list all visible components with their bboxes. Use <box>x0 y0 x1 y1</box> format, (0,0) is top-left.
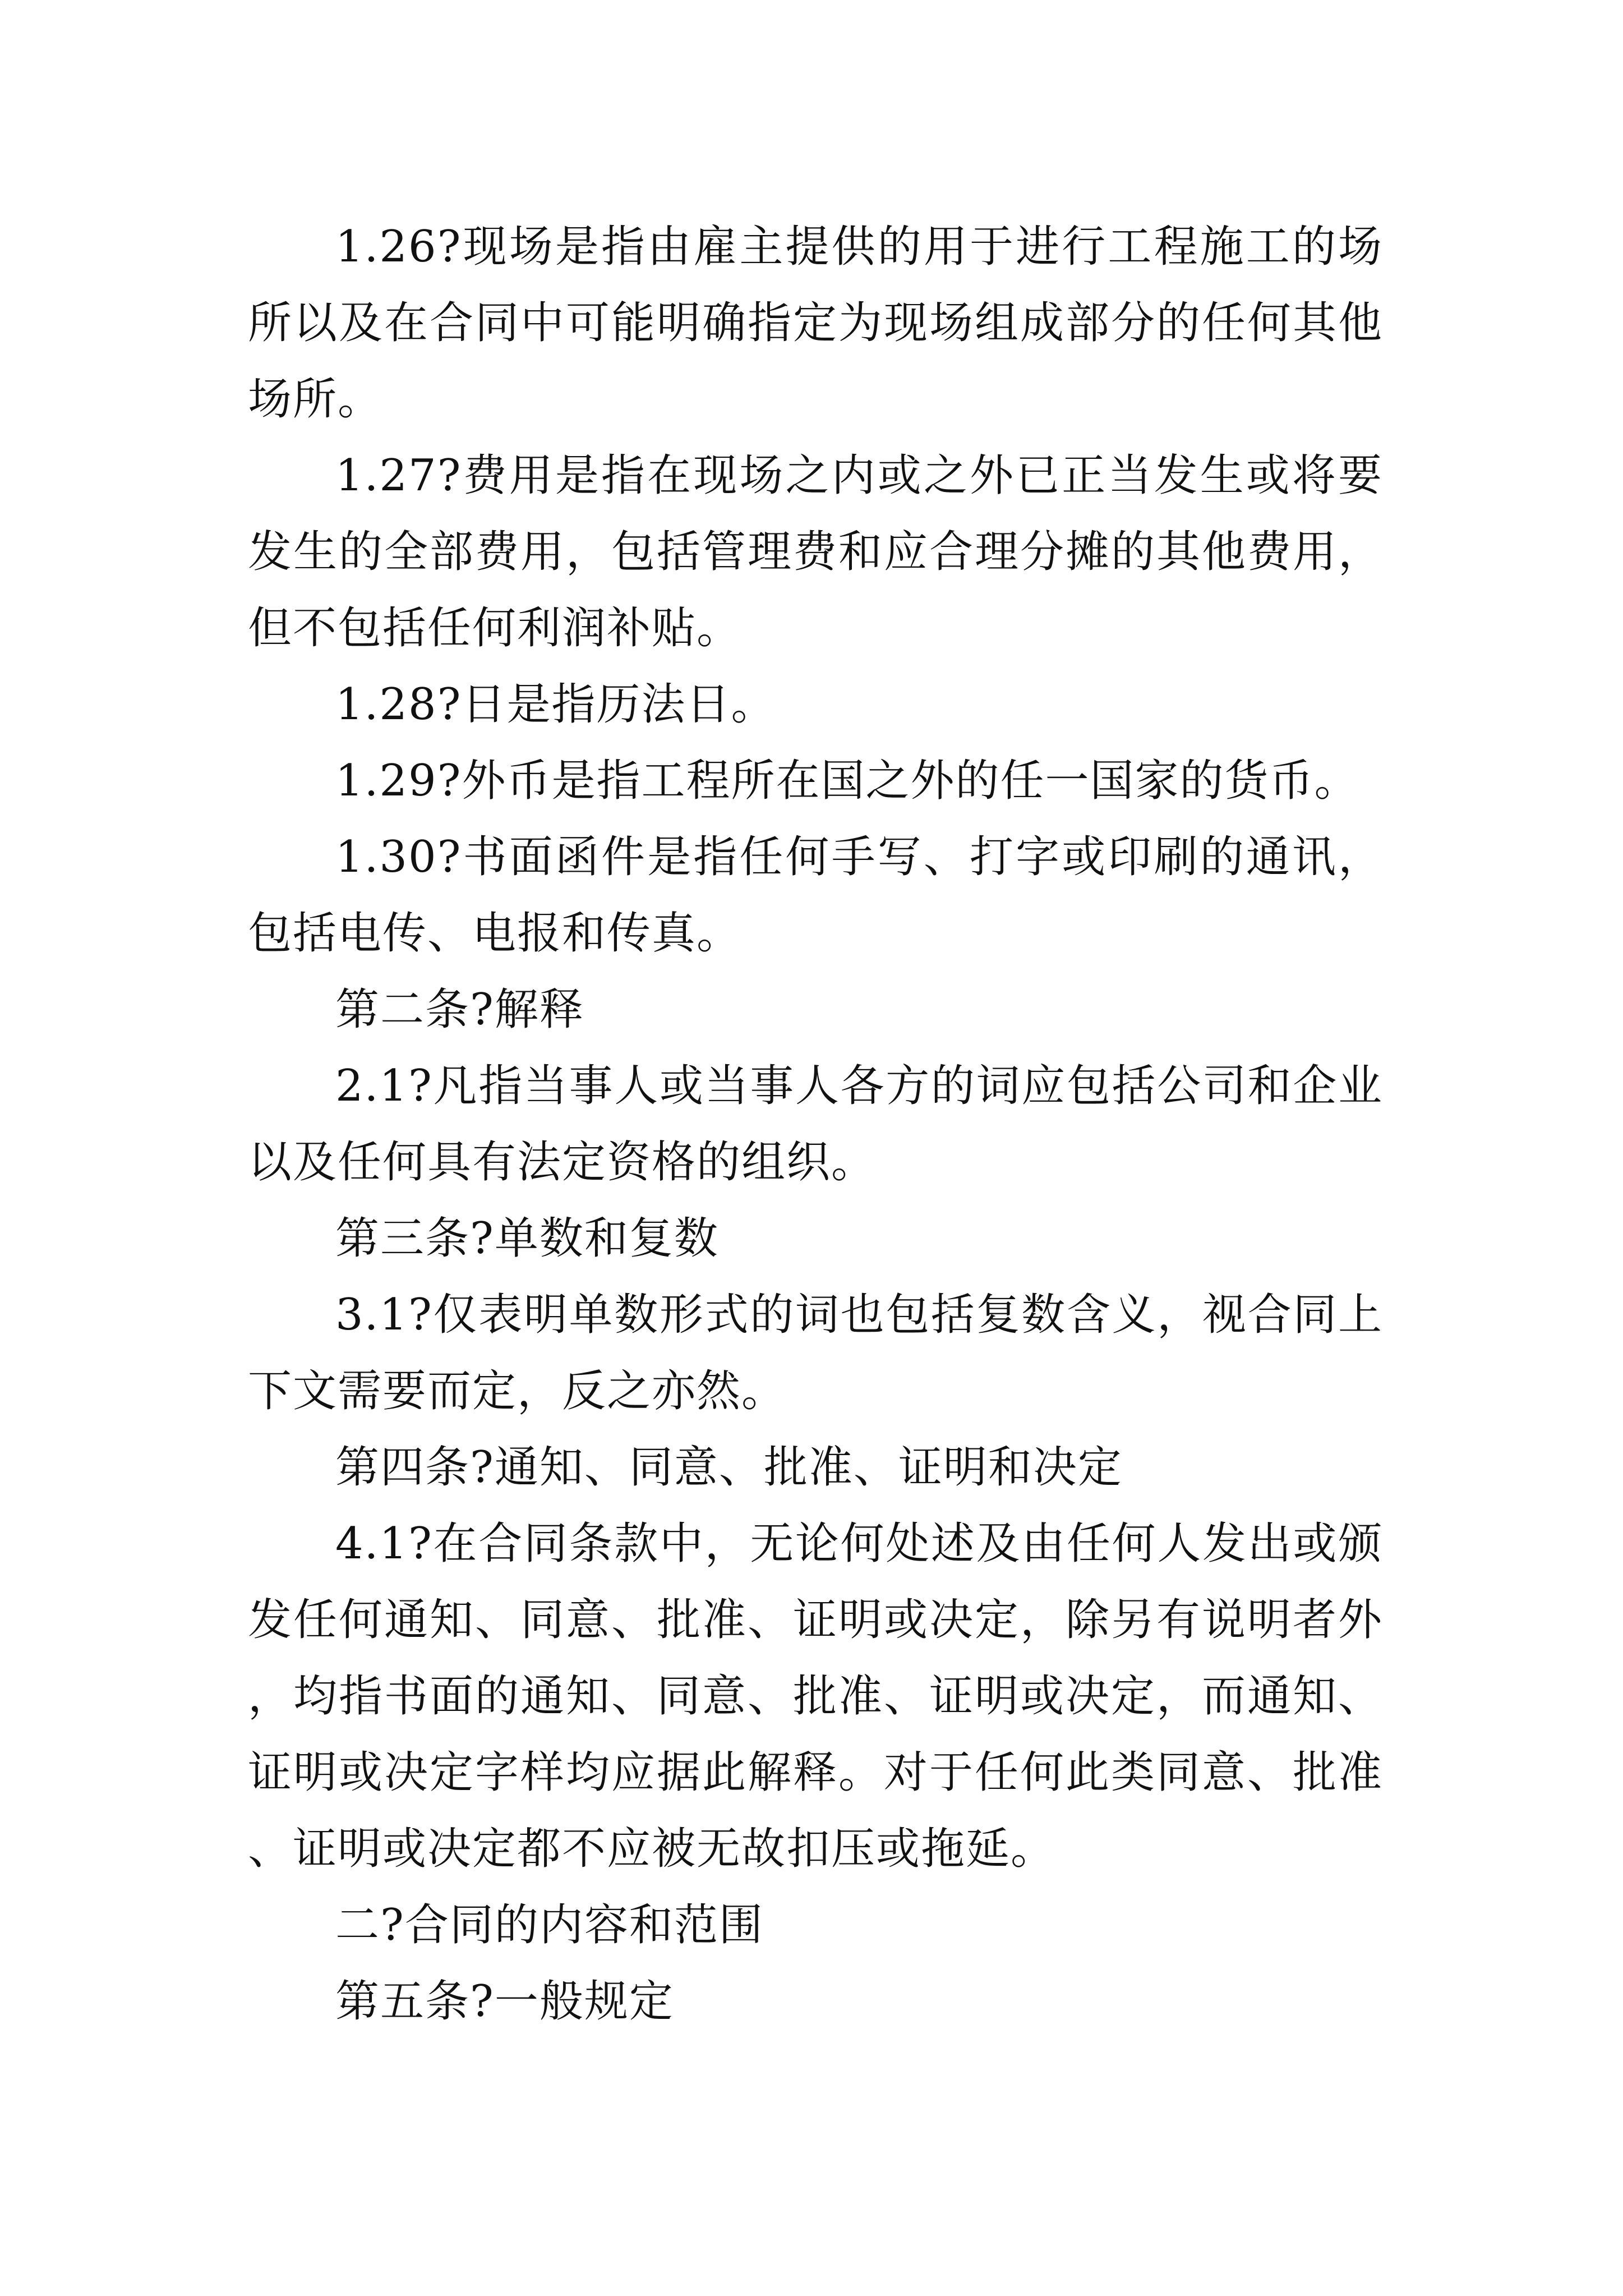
clause-1-29: 1.29?外币是指工程所在国之外的任一国家的货币。 <box>335 756 1359 806</box>
clause-1-28: 1.28?日是指历法日。 <box>335 679 776 730</box>
article-5-heading: 第五条?一般规定 <box>335 1976 674 2027</box>
section-2-heading: 二?合同的内容和范围 <box>335 1900 764 1950</box>
clause-1-27: 1.27?费用是指在现场之内或之外已正当发生或将要发生的全部费用，包括管理费和应合理分摊的其他费用，但不包括任何利润补贴。 <box>248 450 1383 654</box>
clause-4-1: 4.1?在合同条款中，无论何处述及由任何人发出或颁发任何通知、同意、批准、证明或决定，除另有说明者外，均指书面的通知、同意、批准、证明或决定，而通知、证明或决定字样均应据此解释。对于任何此类同意、批准、证明或决定都不应被无故扣压或拖延。 <box>248 1519 1383 1874</box>
article-4-heading: 第四条?通知、同意、批准、证明和决定 <box>335 1442 1123 1493</box>
clause-1-30: 1.30?书面函件是指任何手写、打字或印刷的通讯，包括电传、电报和传真。 <box>248 832 1383 959</box>
document-body <box>248 209 1383 2040</box>
clause-1-26: 1.26?现场是指由雇主提供的用于进行工程施工的场所以及在合同中可能明确指定为现场组成部分的任何其他场所。 <box>248 222 1383 425</box>
article-2-heading: 第二条?解释 <box>335 984 584 1035</box>
clause-3-1: 3.1?仅表明单数形式的词也包括复数含义，视合同上下文需要而定，反之亦然。 <box>248 1290 1383 1416</box>
clause-2-1: 2.1?凡指当事人或当事人各方的词应包括公司和企业以及任何具有法定资格的组织。 <box>248 1061 1383 1188</box>
article-3-heading: 第三条?单数和复数 <box>335 1213 719 1264</box>
